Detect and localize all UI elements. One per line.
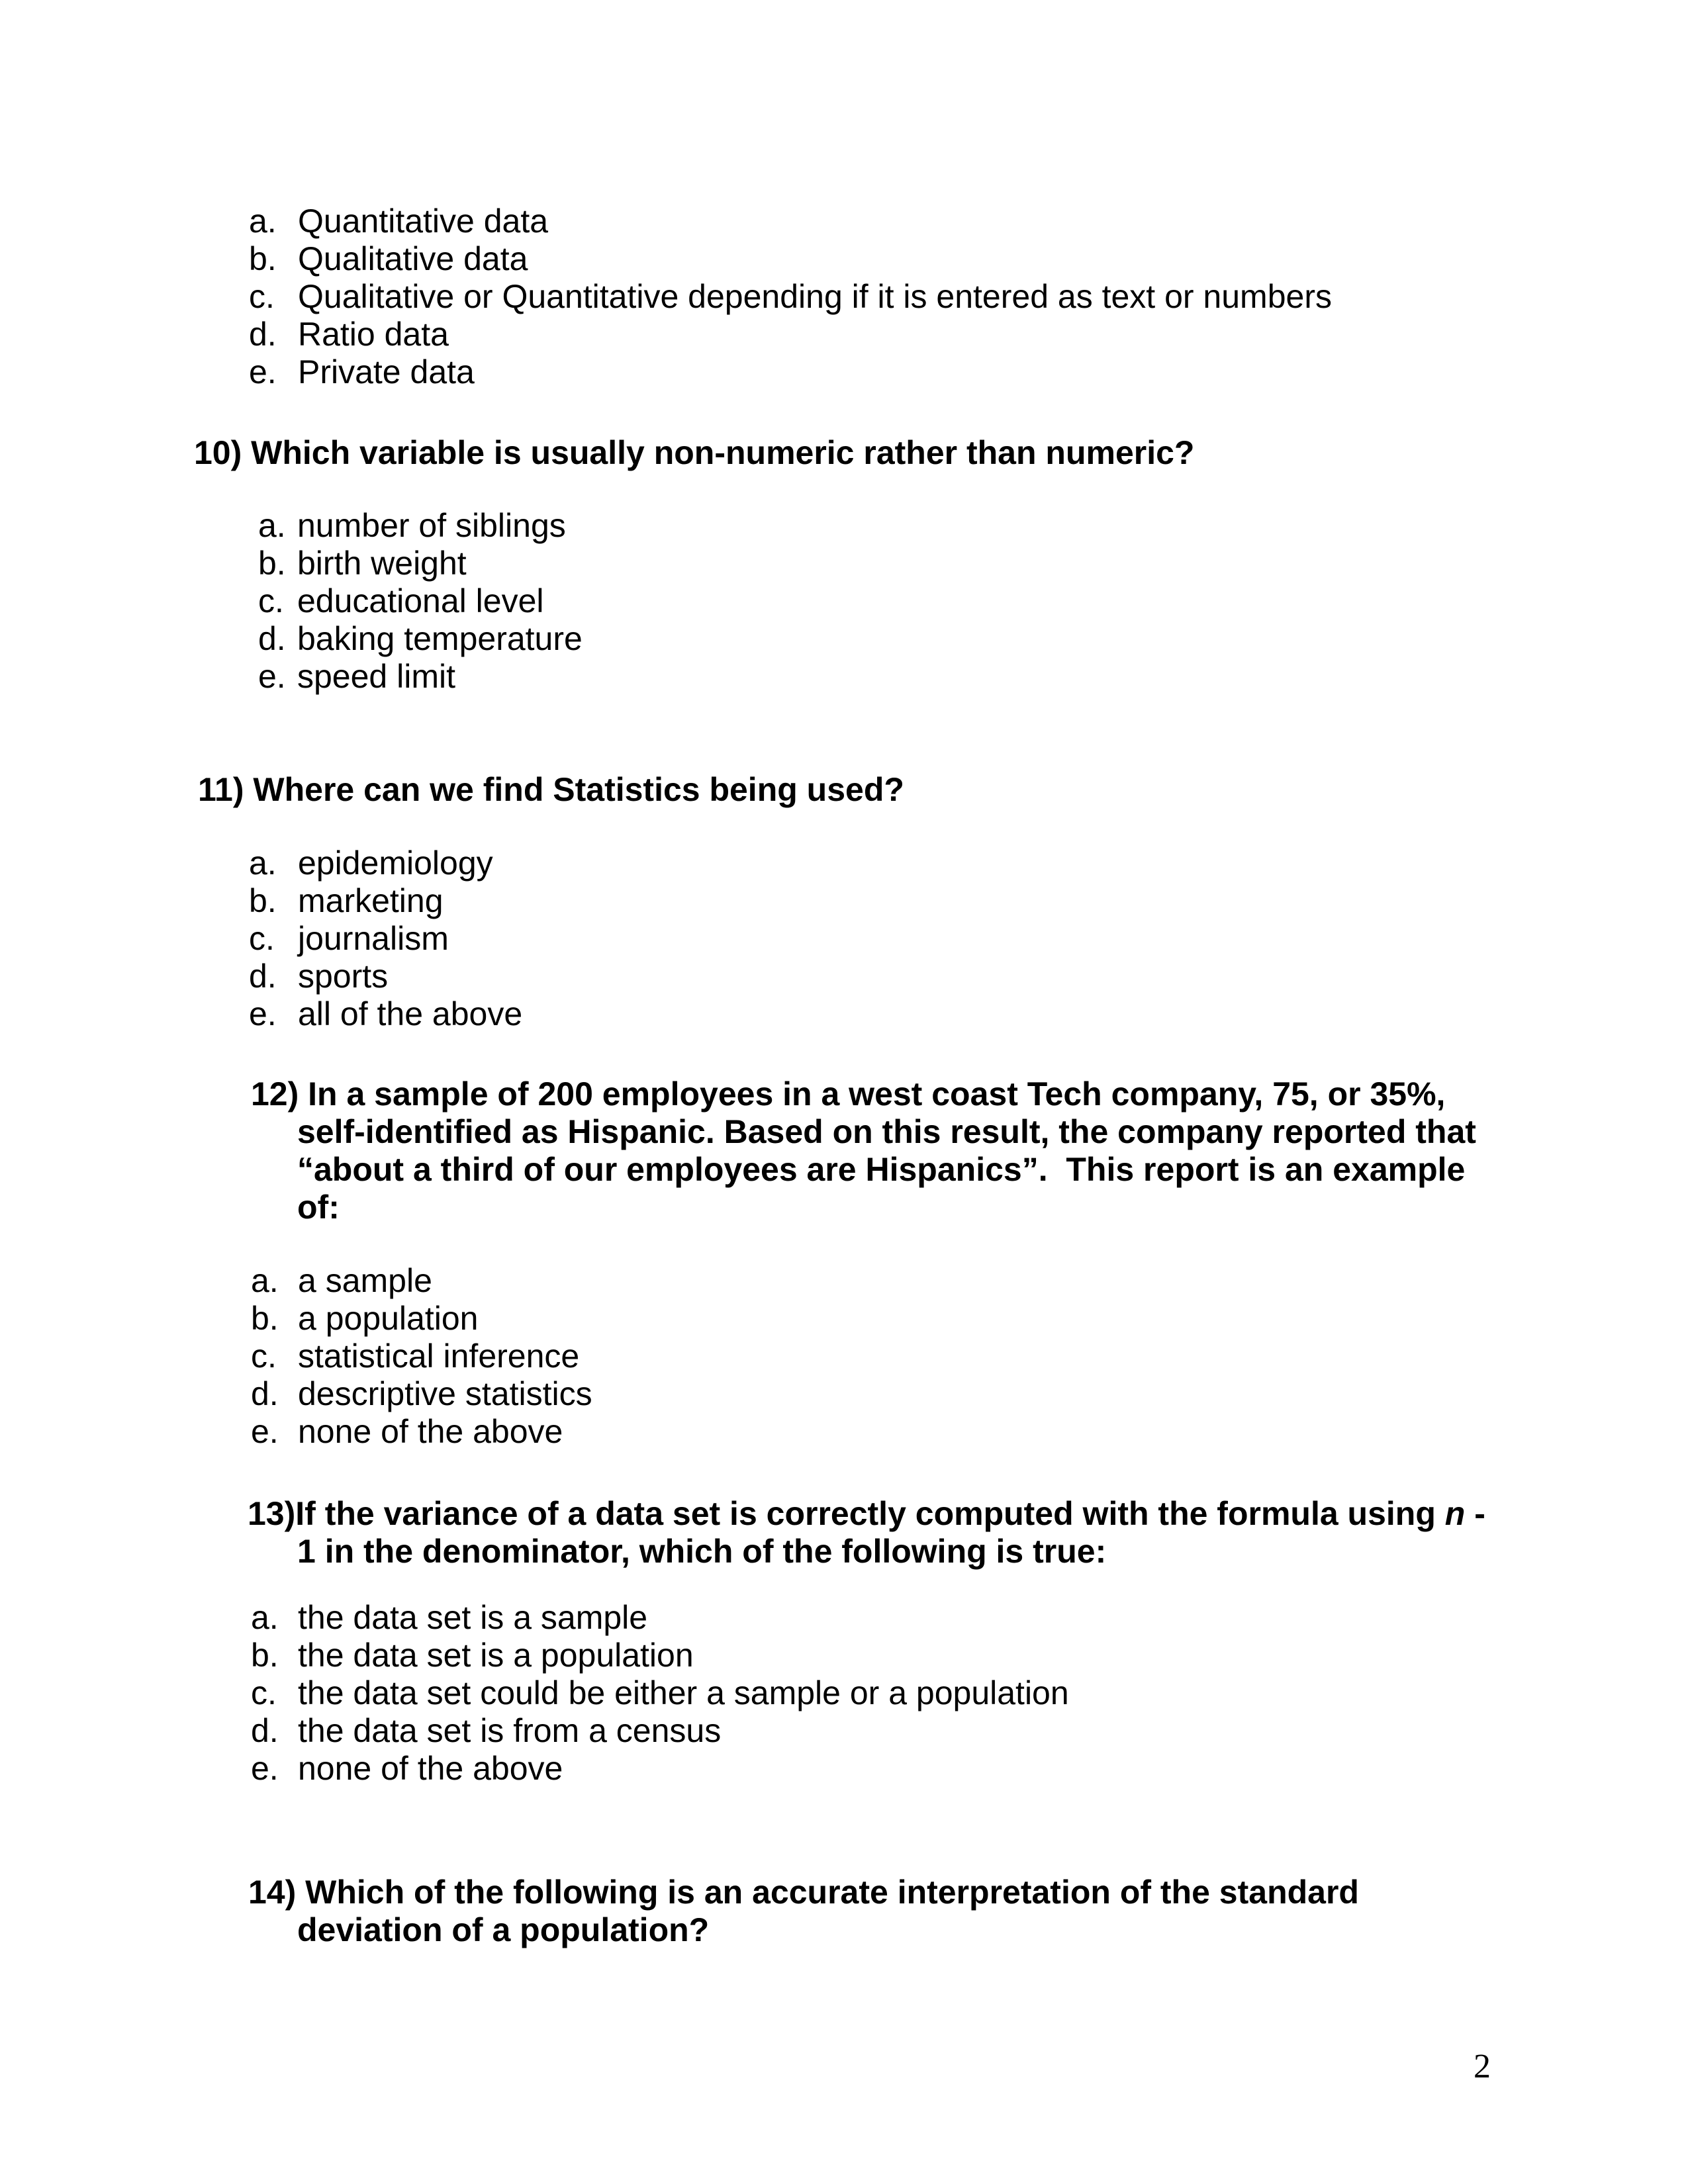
option-letter: e. [258,658,286,695]
option-text: a population [298,1300,479,1337]
q12-option-b [251,1300,478,1338]
q9-option-c [249,278,1332,316]
option-letter: e. [251,1750,279,1787]
option-letter: c. [258,582,284,619]
option-letter: a. [251,1262,279,1299]
q10-option-e [258,658,455,696]
option-text: the data set could be either a sample or a population [298,1674,1069,1711]
q10-option-d [258,620,583,658]
option-text: all of the above [298,995,523,1032]
option-text: epidemiology [298,844,493,882]
q12-stem-line1: 12) In a sample of 200 employees in a west coast Tech company, 75, or 35%, [251,1075,1446,1113]
option-text: the data set is a population [298,1637,694,1674]
q11-option-a [249,844,493,882]
option-letter: d. [258,620,286,657]
q10-option-c [258,582,544,620]
option-letter: d. [249,316,277,353]
option-letter: a. [249,203,277,240]
q13-variable-n: n [1444,1495,1466,1532]
option-letter: b. [249,882,277,919]
q11-option-c [249,920,449,958]
q13-option-c [251,1674,1069,1712]
q10-option-a [258,507,566,545]
option-letter: a. [249,844,277,882]
option-letter: b. [249,240,277,277]
option-text: birth weight [297,545,467,582]
option-letter: a. [258,507,286,544]
option-letter: e. [249,995,277,1032]
option-text: journalism [298,920,449,957]
option-text: Qualitative or Quantitative depending if it is entered as text or numbers [298,278,1332,315]
option-text: Qualitative data [298,240,528,277]
page-number: 2 [1474,2048,1491,2085]
q11-option-e [249,995,522,1033]
q13-option-d [251,1712,721,1750]
option-text: marketing [298,882,444,919]
option-text: none of the above [298,1750,563,1787]
option-text: descriptive statistics [298,1375,592,1412]
option-text: none of the above [298,1413,563,1450]
q10-option-b [258,545,467,582]
option-letter: b. [251,1300,279,1337]
option-letter: b. [258,545,286,582]
q12-option-c [251,1338,579,1375]
option-text: Quantitative data [298,203,549,240]
option-letter: b. [251,1637,279,1674]
option-letter: e. [251,1413,279,1450]
q9-option-d [249,316,449,353]
q12-stem-line4: of: [297,1189,340,1226]
q13-option-e [251,1750,563,1788]
option-letter: c. [249,278,275,315]
q13-stem-line2: 1 in the denominator, which of the following is true: [297,1533,1107,1570]
q11-option-d [249,958,388,995]
option-text: the data set is a sample [298,1599,648,1636]
q13-stem-line1 [248,1495,1485,1533]
option-letter: d. [251,1375,279,1412]
q12-option-d [251,1375,592,1413]
q9-option-e [249,353,475,391]
q9-option-a [249,203,548,240]
q12-option-a [251,1262,432,1300]
q11-option-b [249,882,444,920]
q13-stem-text-end: - [1465,1495,1485,1532]
q13-option-b [251,1637,694,1674]
q12-stem-line2: self-identified as Hispanic. Based on this result, the company reported that [297,1113,1476,1150]
option-letter: c. [249,920,275,957]
option-text: statistical inference [298,1338,580,1375]
option-text: the data set is from a census [298,1712,722,1749]
option-text: speed limit [297,658,455,695]
q13-option-a [251,1599,647,1637]
option-text: educational level [297,582,544,619]
option-letter: c. [251,1338,277,1375]
option-letter: a. [251,1599,279,1636]
q11-title: 11) Where can we find Statistics being used? [198,771,904,808]
option-letter: d. [251,1712,279,1749]
option-text: a sample [298,1262,432,1299]
q14-stem-line1: 14) Which of the following is an accurate interpretation of the standard [248,1874,1359,1911]
option-letter: e. [249,353,277,390]
q12-option-e [251,1413,563,1451]
option-text: number of siblings [297,507,566,544]
q10-title: 10) Which variable is usually non-numeric rather than numeric? [194,434,1195,471]
q14-stem-line2: deviation of a population? [297,1911,710,1948]
option-letter: d. [249,958,277,995]
option-text: baking temperature [297,620,583,657]
q12-stem-line3: “about a third of our employees are Hispanics”. This report is an example [297,1151,1466,1188]
option-text: Ratio data [298,316,449,353]
option-text: sports [298,958,389,995]
option-letter: c. [251,1674,277,1711]
q9-option-b [249,240,528,278]
q13-stem-text: 13)If the variance of a data set is correctly computed with the formula using [248,1495,1445,1532]
option-text: Private data [298,353,475,390]
